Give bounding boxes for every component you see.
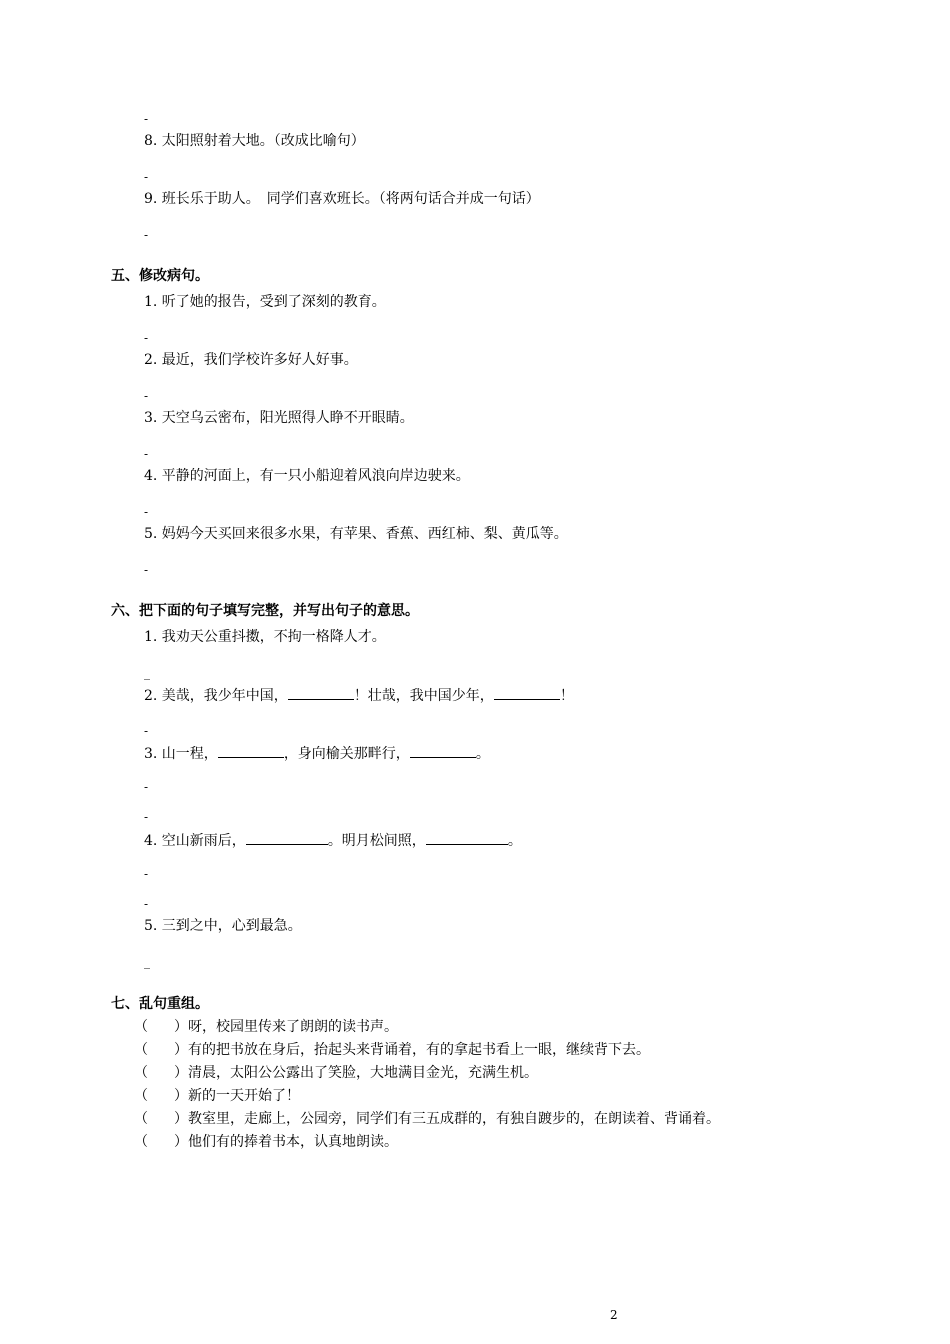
s5-question-1: 1. 听了她的报告，受到了深刻的教育。 [144,294,386,310]
s6-q2-part-c: ！ [559,688,574,704]
s6-question-1: 1. 我劝天公重抖擞，不拘一格降人才。 [144,629,386,645]
answer-line[interactable]: - [144,447,149,461]
answer-paren-close[interactable]: ） [174,1111,188,1127]
answer-paren-close[interactable]: ） [174,1019,188,1035]
fill-blank[interactable] [218,744,284,758]
reorder-item [134,1041,650,1059]
answer-line[interactable]: - [144,170,149,184]
s6-q2-part-a: 2. 美哉，我少年中国， [144,688,288,704]
answer-paren-close[interactable]: ） [174,1042,188,1058]
answer-paren-close[interactable]: ） [174,1134,188,1150]
answer-line[interactable]: - [144,112,149,126]
answer-line[interactable]: - [144,331,149,345]
s6-question-3 [144,744,490,763]
s5-question-3: 3. 天空乌云密布，阳光照得人睁不开眼睛。 [144,410,414,426]
section-7-title: 七、乱句重组。 [111,996,209,1012]
answer-paren-close[interactable]: ） [174,1088,188,1104]
s6-question-5: 5. 三到之中，心到最急。 [144,918,302,934]
fill-blank[interactable] [246,831,328,845]
reorder-item-text: 新的一天开始了！ [188,1088,300,1104]
section-5-title: 五、修改病句。 [111,268,209,284]
section-6-title: 六、把下面的句子填写完整，并写出句子的意思。 [111,603,419,619]
reorder-item-text: 有的把书放在身后，抬起头来背诵着，有的拿起书看上一眼，继续背下去。 [188,1042,650,1058]
reorder-item [134,1087,300,1105]
fill-blank[interactable] [494,686,560,700]
answer-line[interactable]: - [144,563,149,577]
reorder-item-text: 他们有的捧着书本，认真地朗读。 [188,1134,398,1150]
s6-question-2 [144,686,574,705]
answer-line[interactable]: - [144,228,149,242]
reorder-item [134,1133,398,1151]
s6-q3-part-b: ，身向榆关那畔行， [283,746,410,762]
answer-paren-open[interactable]: （ [134,1111,148,1127]
s6-question-4 [144,831,522,850]
fill-blank[interactable] [426,831,508,845]
answer-paren-open[interactable]: （ [134,1065,148,1081]
reorder-item [134,1064,538,1082]
answer-line[interactable]: - [144,810,149,824]
s6-q4-part-c: 。 [507,833,522,849]
s6-q4-part-b: 。明月松间照， [327,833,426,849]
answer-paren-close[interactable]: ） [174,1065,188,1081]
answer-paren-open[interactable]: （ [134,1042,148,1058]
s6-q4-part-a: 4. 空山新雨后， [144,833,246,849]
answer-line[interactable]: - [144,780,149,794]
answer-line[interactable]: - [144,897,149,911]
fill-blank[interactable] [288,686,354,700]
answer-paren-open[interactable]: （ [134,1134,148,1150]
s6-q2-part-b: ！壮哉，我中国少年， [353,688,494,704]
reorder-item-text: 教室里，走廊上，公园旁，同学们有三五成群的，有独自踱步的，在朗读着、背诵着。 [188,1111,720,1127]
answer-line[interactable]: - [144,724,149,738]
s5-question-4: 4. 平静的河面上，有一只小船迎着风浪向岸边驶来。 [144,468,470,484]
reorder-item [134,1110,720,1128]
reorder-item-text: 清晨，太阳公公露出了笑脸，大地满目金光，充满生机。 [188,1065,538,1081]
answer-line[interactable]: _ [144,955,150,969]
s6-q3-part-c: 。 [475,746,490,762]
reorder-item [134,1018,398,1036]
answer-paren-open[interactable]: （ [134,1019,148,1035]
answer-line[interactable]: - [144,867,149,881]
question-9: 9. 班长乐于助人。 同学们喜欢班长。（将两句话合并成一句话） [144,191,540,207]
page-number: 2 [610,1308,618,1322]
question-8: 8. 太阳照射着大地。（改成比喻句） [144,133,365,149]
answer-paren-open[interactable]: （ [134,1088,148,1104]
answer-line[interactable]: _ [144,666,150,680]
reorder-item-text: 呀，校园里传来了朗朗的读书声。 [188,1019,398,1035]
s6-q3-part-a: 3. 山一程， [144,746,218,762]
answer-line[interactable]: - [144,389,149,403]
answer-line[interactable]: - [144,505,149,519]
fill-blank[interactable] [410,744,476,758]
s5-question-5: 5. 妈妈今天买回来很多水果，有苹果、香蕉、西红柿、梨、黄瓜等。 [144,526,568,542]
s5-question-2: 2. 最近，我们学校许多好人好事。 [144,352,358,368]
